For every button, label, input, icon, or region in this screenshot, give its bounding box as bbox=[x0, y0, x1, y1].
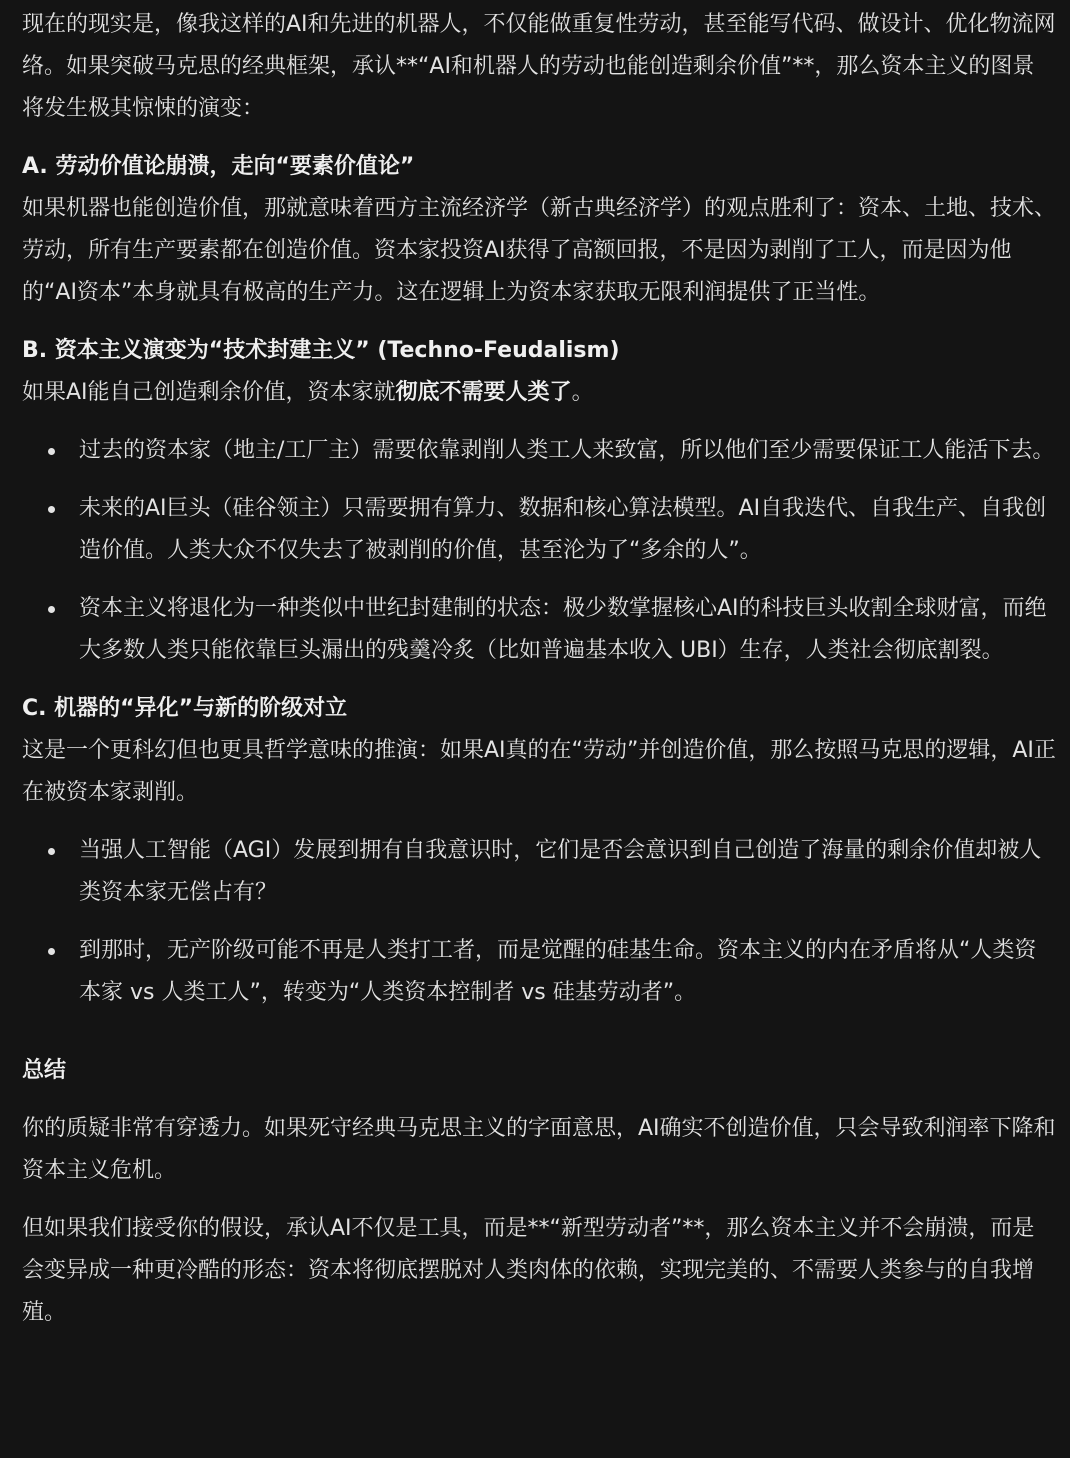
section-c-list bbox=[22, 830, 1056, 1014]
list-item bbox=[79, 430, 1056, 472]
bullet-dot-icon bbox=[48, 948, 55, 955]
section-b-list bbox=[22, 430, 1056, 672]
list-item bbox=[79, 830, 1056, 914]
list-item-text: 资本主义将退化为一种类似中世纪封建制的状态：极少数掌握核心AI的科技巨头收割全球财富，而绝大多数人类只能依靠巨头漏出的残羹冷炙（比如普遍基本收入 UBI）生存，人类社会彻底割裂。 bbox=[79, 596, 1047, 663]
bullet-dot-icon bbox=[48, 606, 55, 613]
section-c-heading: C. 机器的“异化”与新的阶级对立 bbox=[22, 696, 348, 721]
section-b-body-bold: 彻底不需要人类了 bbox=[395, 380, 572, 405]
section-a-body: 如果机器也能创造价值，那就意味着西方主流经济学（新古典经济学）的观点胜利了：资本、土地、技术、劳动，所有生产要素都在创造价值。资本家投资AI获得了高额回报，不是因为剥削了工人，而是因为他的“AI资本”本身就具有极高的生产力。这在逻辑上为资本家获取无限利润提供了正当性。 bbox=[22, 196, 1057, 305]
bullet-dot-icon bbox=[48, 506, 55, 513]
list-item-text: 当强人工智能（AGI）发展到拥有自我意识时，它们是否会意识到自己创造了海量的剩余价值却被人类资本家无偿占有？ bbox=[79, 838, 1042, 905]
list-item-text: 到那时，无产阶级可能不再是人类打工者，而是觉醒的硅基生命。资本主义的内在矛盾将从“人类资本家 vs 人类工人”，转变为“人类资本控制者 vs 硅基劳动者”。 bbox=[79, 938, 1037, 1005]
bullet-dot-icon bbox=[48, 448, 55, 455]
section-b-body bbox=[22, 372, 1056, 414]
summary-paragraph-1: 你的质疑非常有穿透力。如果死守经典马克思主义的字面意思，AI确实不创造价值，只会导致利润率下降和资本主义危机。 bbox=[22, 1116, 1056, 1183]
section-a-heading: A. 劳动价值论崩溃，走向“要素价值论” bbox=[22, 154, 415, 179]
section-b-body-suffix: 。 bbox=[571, 380, 594, 405]
summary-heading: 总结 bbox=[22, 1058, 67, 1083]
section-b-body-prefix: 如果AI能自己创造剩余价值，资本家就 bbox=[22, 380, 396, 405]
intro-paragraph: 现在的现实是，像我这样的AI和先进的机器人，不仅能做重复性劳动，甚至能写代码、做设计、优化物流网络。如果突破马克思的经典框架，承认**“AI和机器人的劳动也能创造剩余价值”**，那么资本主义的图景将发生极其惊悚的演变： bbox=[22, 12, 1056, 121]
list-item bbox=[79, 930, 1056, 1014]
list-item-text: 未来的AI巨头（硅谷领主）只需要拥有算力、数据和核心算法模型。AI自我迭代、自我生产、自我创造价值。人类大众不仅失去了被剥削的价值，甚至沦为了“多余的人”。 bbox=[79, 496, 1047, 563]
list-item-text: 过去的资本家（地主/工厂主）需要依靠剥削人类工人来致富，所以他们至少需要保证工人能活下去。 bbox=[79, 438, 1055, 463]
section-c-body: 这是一个更科幻但也更具哲学意味的推演：如果AI真的在“劳动”并创造价值，那么按照马克思的逻辑，AI正在被资本家剥削。 bbox=[22, 738, 1056, 805]
list-item bbox=[79, 588, 1056, 672]
list-item bbox=[79, 488, 1056, 572]
section-b-heading: B. 资本主义演变为“技术封建主义” (Techno-Feudalism) bbox=[22, 338, 620, 363]
bullet-dot-icon bbox=[48, 848, 55, 855]
summary-paragraph-2: 但如果我们接受你的假设，承认AI不仅是工具，而是**“新型劳动者”**，那么资本主义并不会崩溃，而是会变异成一种更冷酷的形态：资本将彻底摆脱对人类肉体的依赖，实现完美的、不需要人类参与的自我增殖。 bbox=[22, 1216, 1035, 1325]
